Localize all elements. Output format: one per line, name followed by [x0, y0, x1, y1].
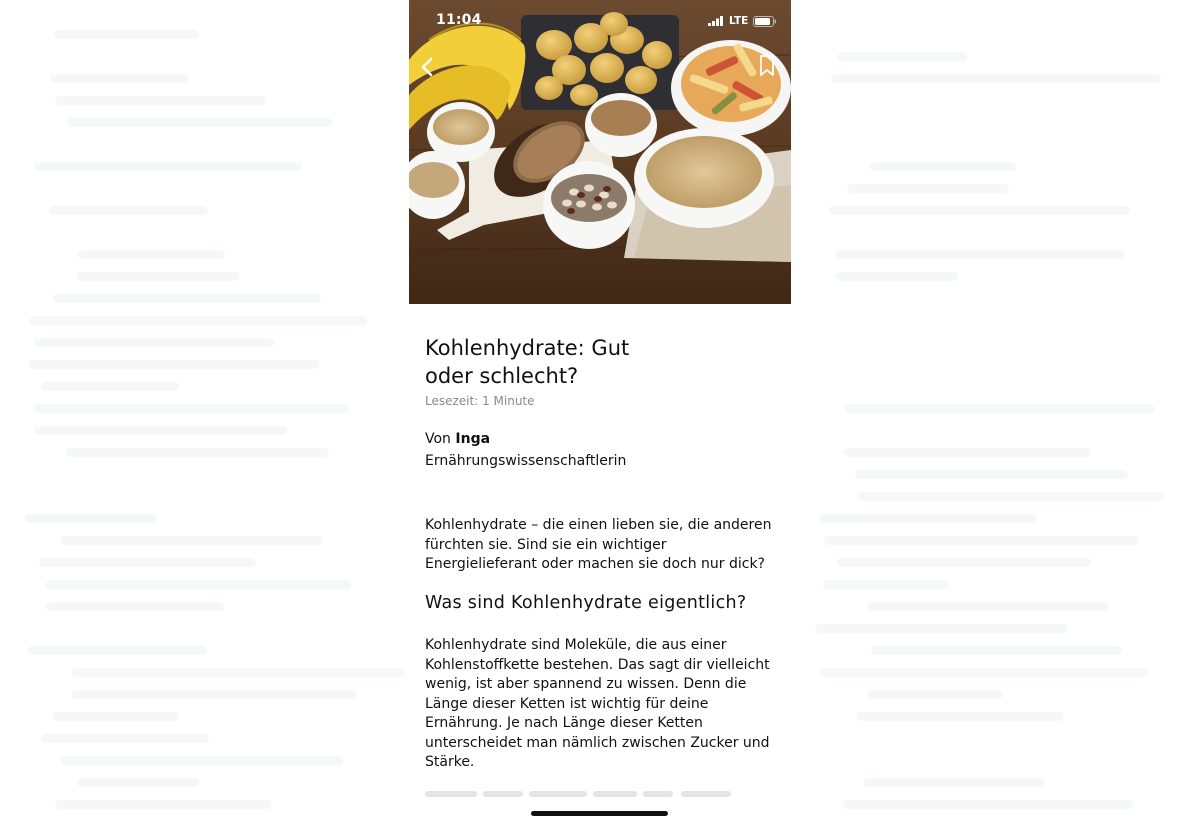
- background-blur-line: [831, 74, 1161, 83]
- background-blur-line: [53, 294, 321, 303]
- author-prefix: Von: [425, 431, 451, 447]
- background-blur-line: [820, 668, 1148, 677]
- background-blur-line: [34, 338, 274, 347]
- network-type: LTE: [729, 15, 749, 27]
- section-body: Kohlenhydrate sind Moleküle, die aus einer Kohlenstoffkette bestehen. Das sagt dir vielleicht wenig, ist aber spannend zu wissen. Denn die Länge dieser Ketten ist wichtig für deine Ernährung. Je nach Länge dieser Ketten unterscheidet man nämlich zwischen Zucker und Stärke.: [425, 637, 770, 770]
- background-blur-line: [870, 162, 1016, 171]
- background-blur-line: [61, 756, 343, 765]
- background-blur-line: [39, 558, 255, 567]
- background-blur-line: [72, 668, 405, 677]
- background-blur-line: [54, 30, 199, 39]
- background-blur-line: [72, 690, 356, 699]
- background-blur-line: [34, 404, 349, 413]
- background-blur-line: [49, 206, 208, 215]
- background-blur-line: [50, 74, 187, 83]
- author-role: Ernährungswissenschaftlerin: [425, 453, 627, 469]
- signal-icon: [708, 16, 724, 26]
- background-blur-line: [819, 514, 1035, 523]
- background-blur-line: [836, 272, 958, 281]
- background-blur-line: [868, 602, 1109, 611]
- background-blur-line: [864, 778, 1044, 787]
- background-blur-line: [28, 646, 207, 655]
- background-blur-line: [46, 580, 350, 589]
- background-blur-line: [855, 470, 1129, 479]
- home-indicator[interactable]: [531, 811, 668, 816]
- background-blur-line: [34, 162, 302, 171]
- phone-screen: [409, 0, 791, 824]
- background-blur-line: [29, 360, 319, 369]
- background-blur-line: [67, 118, 332, 127]
- faded-text-line: [425, 787, 745, 801]
- background-blur-line: [41, 382, 179, 391]
- background-blur-line: [871, 646, 1122, 655]
- background-blur-line: [55, 800, 272, 809]
- background-blur-line: [829, 206, 1130, 215]
- status-bar: [409, 0, 791, 42]
- author-name[interactable]: Inga: [455, 431, 491, 447]
- background-blur-line: [77, 778, 199, 787]
- background-blur-line: [823, 580, 949, 589]
- section-heading: Was sind Kohlenhydrate eigentlich?: [425, 593, 747, 613]
- background-blur-right: [791, 0, 1200, 824]
- background-blur-left: [0, 0, 409, 824]
- reading-time: Lesezeit: 1 Minute: [425, 394, 535, 408]
- background-blur-line: [77, 272, 239, 281]
- food-photo: [409, 0, 791, 304]
- background-blur-line: [843, 800, 1133, 809]
- background-blur-line: [41, 734, 208, 743]
- chevron-left-icon: [413, 52, 443, 82]
- background-blur-line: [847, 184, 1010, 193]
- background-blur-line: [34, 426, 287, 435]
- background-blur-line: [836, 250, 1124, 259]
- background-blur-line: [857, 712, 1063, 721]
- back-button[interactable]: [413, 52, 443, 82]
- background-blur-line: [845, 404, 1153, 413]
- background-blur-line: [66, 448, 330, 457]
- article-title: Kohlenhydrate: Gut oder schlecht?: [425, 336, 630, 388]
- background-blur-line: [61, 536, 323, 545]
- background-blur-line: [30, 316, 367, 325]
- background-blur-line: [858, 492, 1164, 501]
- bookmark-icon: [755, 52, 779, 80]
- battery-icon: [753, 16, 777, 27]
- background-blur-line: [838, 52, 967, 61]
- status-time: 11:04: [436, 12, 482, 28]
- background-blur-line: [815, 624, 1067, 633]
- background-blur-line: [824, 536, 1139, 545]
- background-blur-line: [55, 96, 265, 105]
- background-blur-line: [25, 514, 155, 523]
- bookmark-button[interactable]: [755, 52, 779, 80]
- author-line: [425, 431, 490, 447]
- background-blur-line: [867, 690, 1003, 699]
- background-blur-line: [53, 712, 178, 721]
- background-blur-line: [844, 448, 1091, 457]
- background-blur-line: [78, 250, 225, 259]
- hero-image: [409, 0, 791, 304]
- background-blur-line: [46, 602, 224, 611]
- article-intro: Kohlenhydrate – die einen lieben sie, die anderen fürchten sie. Sind sie ein wichtiger Energielieferant oder machen sie doch nur dick?: [425, 517, 772, 572]
- background-blur-line: [837, 558, 1091, 567]
